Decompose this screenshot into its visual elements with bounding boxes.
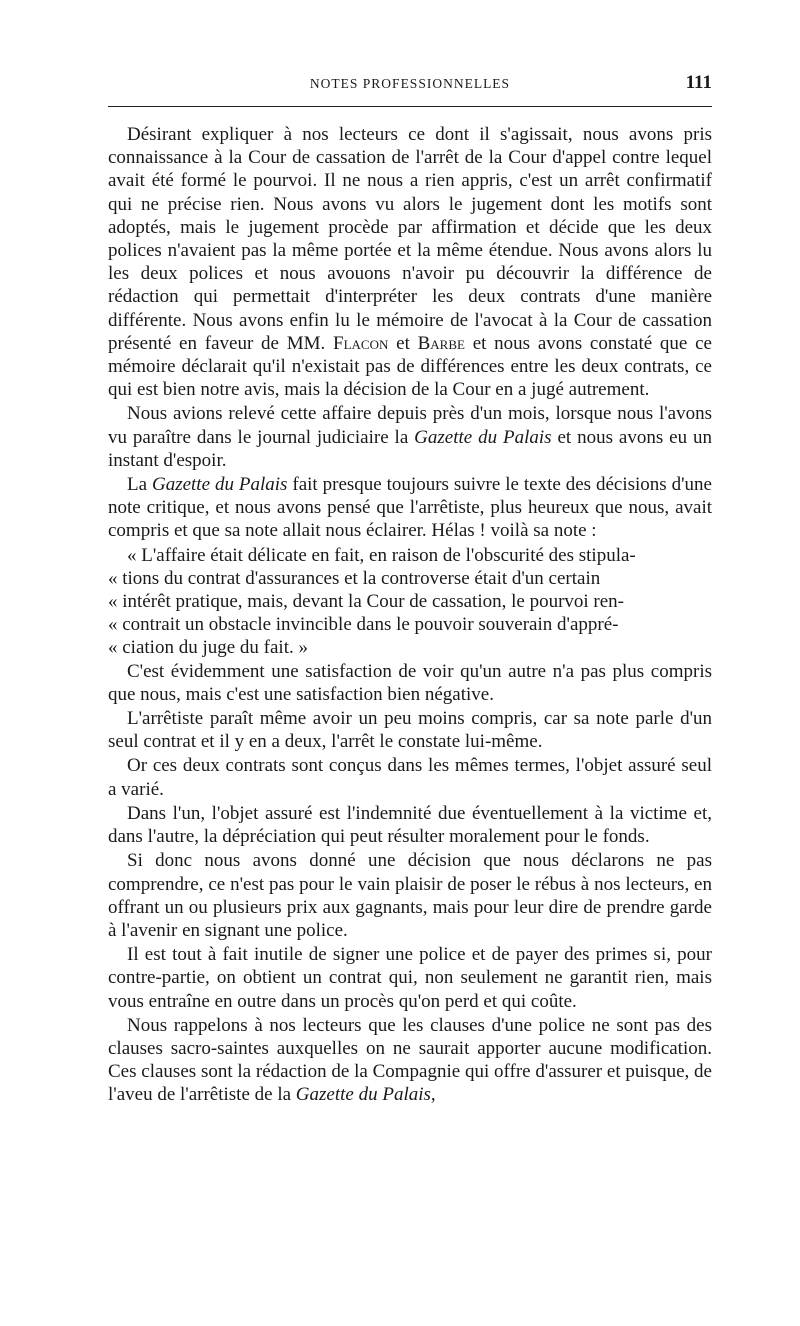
name-flacon: Flacon xyxy=(333,332,389,354)
paragraph-9: Il est tout à fait inutile de signer une police et de payer des primes si, pour contre-partie, on obtient un contrat qui, non seulement ne garantit rien, mais vous entraîne en outre dans un procès qu'on perd et qui coûte. xyxy=(108,944,712,1012)
paragraph-2-text-b: et nous avons eu un instant d'espoir. xyxy=(108,426,712,471)
name-barbe: Barbe xyxy=(417,332,465,354)
paragraph-5: L'arrêtiste paraît même avoir un peu moins compris, car sa note parle d'un seul contrat et il y en a deux, l'arrêt le constate lui-même. xyxy=(108,708,712,753)
quote-line: « contrait un obstacle invincible dans le pouvoir souverain d'appré- xyxy=(108,614,619,636)
journal-title: Gazette du Palais xyxy=(414,426,552,448)
running-head: NOTES PROFESSIONNELLES xyxy=(309,76,511,91)
quote-line: « ciation du juge du fait. » xyxy=(108,637,308,659)
paragraph-10 xyxy=(108,1014,712,1107)
paragraph-1-text-b: et nous avons constaté que ce mémoire déclarait qu'il n'existait pas de différences entre les deux contrats, ce qui est bien notre avis, mais la décision de la Cour en a jugé autrement. xyxy=(108,332,712,401)
paragraph-4: C'est évidemment une satisfaction de voir qu'un autre n'a pas plus compris que nous, mais c'est une satisfaction bien négative. xyxy=(108,660,712,705)
paragraph-10-end: , xyxy=(430,1084,436,1106)
journal-title: Gazette du Palais xyxy=(151,474,288,496)
journal-title: Gazette du Palais xyxy=(295,1084,431,1106)
page-number: 111 xyxy=(685,72,712,93)
paragraph-7: Dans l'un, l'objet assuré est l'indemnité due éventuellement à la victime et, dans l'autre, la dépréciation qui peut résulter moralement pour le fonds. xyxy=(108,802,712,848)
body-text xyxy=(108,123,712,1108)
paragraph-6: Or ces deux contrats sont conçus dans les mêmes termes, l'objet assuré seul a varié. xyxy=(108,755,712,800)
header-rule xyxy=(108,106,712,107)
paragraph-1-text-a: Désirant expliquer à nos lecteurs ce dont il s'agissait, nous avons pris connaissance à la Cour de cassation de l'arrêt de la Cour d'appel contre lequel avait été formé le pourvoi. Il ne nous a rien appris, c'est un arrêt confirmatif qui ne précise rien. Nous avons vu alors le jugement dont les motifs sont adoptés, mais le jugement procède par affirmation et décide que les deux polices n'avaient pas la même portée et la même étendue. Nous avons alors lu les deux polices et nous avouons n'avoir pu découvrir la différence de rédaction qui permettait d'interpréter les deux contrats d'une manière différente. Nous avons enfin lu le mémoire de l'avocat à la Cour de cassation présenté en faveur de MM. xyxy=(108,124,712,354)
paragraph-3 xyxy=(108,473,712,543)
paragraph-2 xyxy=(108,402,712,472)
paragraph-2-text-a: Nous avions relevé cette affaire depuis près d'un mois, lorsque nous l'avons vu paraître dans le journal judiciaire la xyxy=(108,403,712,448)
page-header xyxy=(108,72,712,98)
quote-line: « L'affaire était délicate en fait, en raison de l'obscurité des stipula- xyxy=(127,544,636,566)
paragraph-3-la: La xyxy=(127,474,152,496)
paragraph-1 xyxy=(108,123,712,401)
quoted-note xyxy=(108,544,712,660)
paragraph-10-text: Nous rappelons à nos lecteurs que les clauses d'une police ne sont pas des clauses sacro-saintes auxquelles on ne saurait apporter aucune modification. Ces clauses sont la rédaction de la Compagnie qui offre d'assurer et puisque, de l'aveu de l'arrêtiste de la xyxy=(108,1014,712,1106)
paragraph-3-text: fait presque toujours suivre le texte des décisions d'une note critique, et nous avons pensé que l'arrêtiste, plus heureux que nous, avait compris et que sa note allait nous éclairer. Hélas ! voilà sa note : xyxy=(108,474,712,542)
quote-line: « intérêt pratique, mais, devant la Cour de cassation, le pourvoi ren- xyxy=(108,591,625,613)
paragraph-1-et: et xyxy=(388,332,418,354)
quote-line: « tions du contrat d'assurances et la controverse était d'un certain xyxy=(108,567,601,589)
paragraph-8: Si donc nous avons donné une décision que nous déclarons ne pas comprendre, ce n'est pas pour le vain plaisir de poser le rébus à nos lecteurs, en offrant un ou plusieurs prix aux gagnants, mais pour leur dire de prendre garde à l'avenir en signant une police. xyxy=(108,850,712,941)
